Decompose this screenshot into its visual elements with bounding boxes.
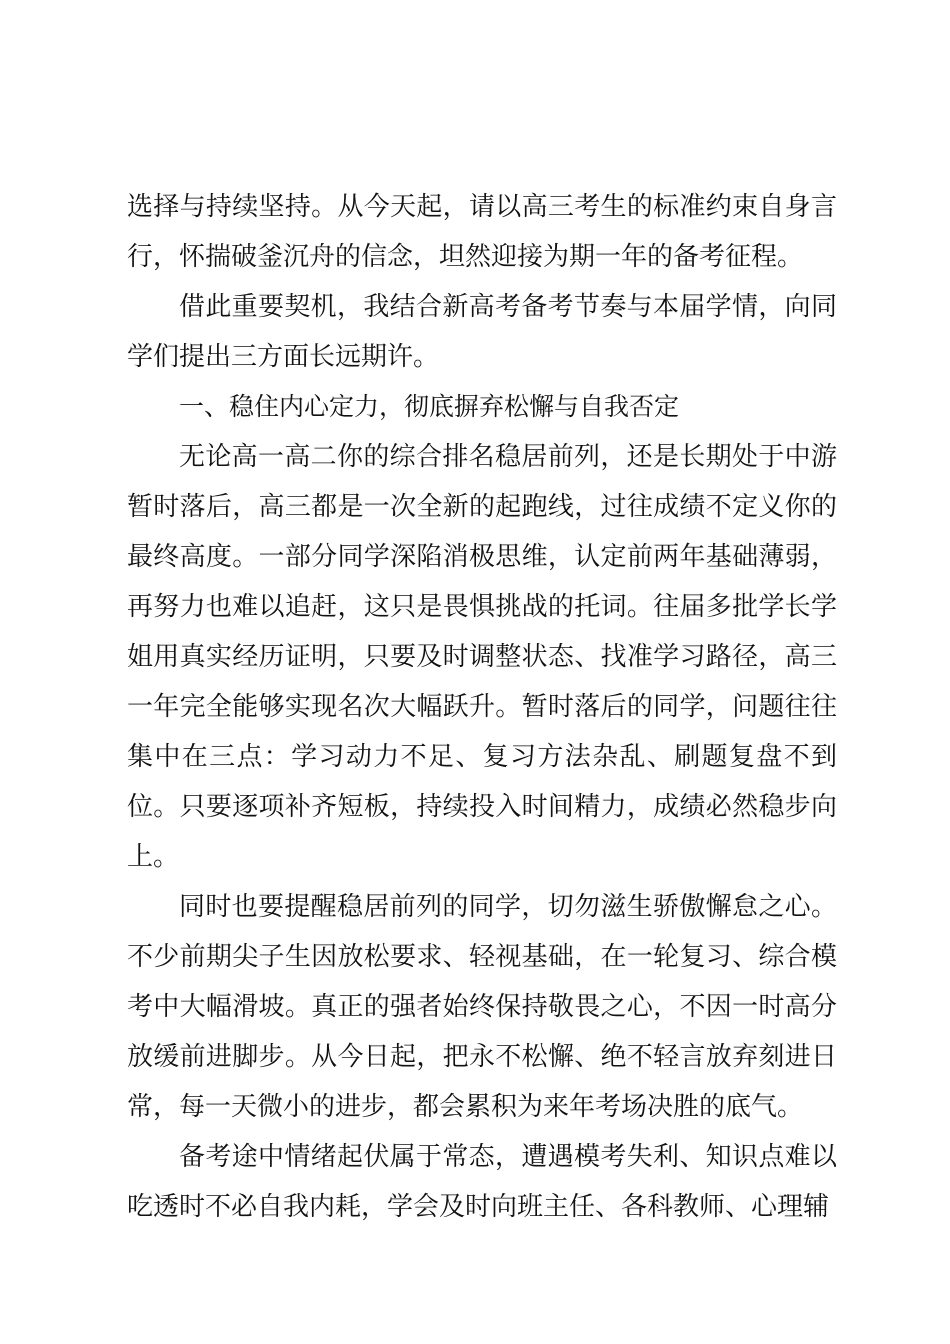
section-paragraph-2: 同时也要提醒稳居前列的同学，切勿滋生骄傲懈怠之心。不少前期尖子生因放松要求、轻视基础，在一轮复习、综合模考中大幅滑坡。真正的强者始终保持敬畏之心，不因一时高分放缓前进脚步。从今日起，把永不松懈、绝不轻言放弃刻进日常，每一天微小的进步，都会累积为来年考场决胜的底气。 [127,892,837,1122]
document-body [127,182,837,1232]
section-heading: 一、稳住内心定力，彻底摒弃松懈与自我否定 [179,392,680,421]
paragraph-intro: 借此重要契机，我结合新高考备考节奏与本届学情，向同学们提出三方面长远期许。 [127,292,837,372]
section-paragraph-3: 备考途中情绪起伏属于常态，遭遇模考失利、知识点难以吃透时不必自我内耗，学会及时向班主任、各科教师、心理辅 [127,1142,837,1222]
section-paragraph-1: 无论高一高二你的综合排名稳居前列，还是长期处于中游暂时落后，高三都是一次全新的起跑线，过往成绩不定义你的最终高度。一部分同学深陷消极思维，认定前两年基础薄弱，再努力也难以追赶，这只是畏惧挑战的托词。往届多批学长学姐用真实经历证明，只要及时调整状态、找准学习路径，高三一年完全能够实现名次大幅跃升。暂时落后的同学，问题往往集中在三点：学习动力不足、复习方法杂乱、刷题复盘不到位。只要逐项补齐短板，持续投入时间精力，成绩必然稳步向上。 [127,442,837,872]
paragraph-continued: 选择与持续坚持。从今天起，请以高三考生的标准约束自身言行，怀揣破釜沉舟的信念，坦然迎接为期一年的备考征程。 [127,192,837,272]
